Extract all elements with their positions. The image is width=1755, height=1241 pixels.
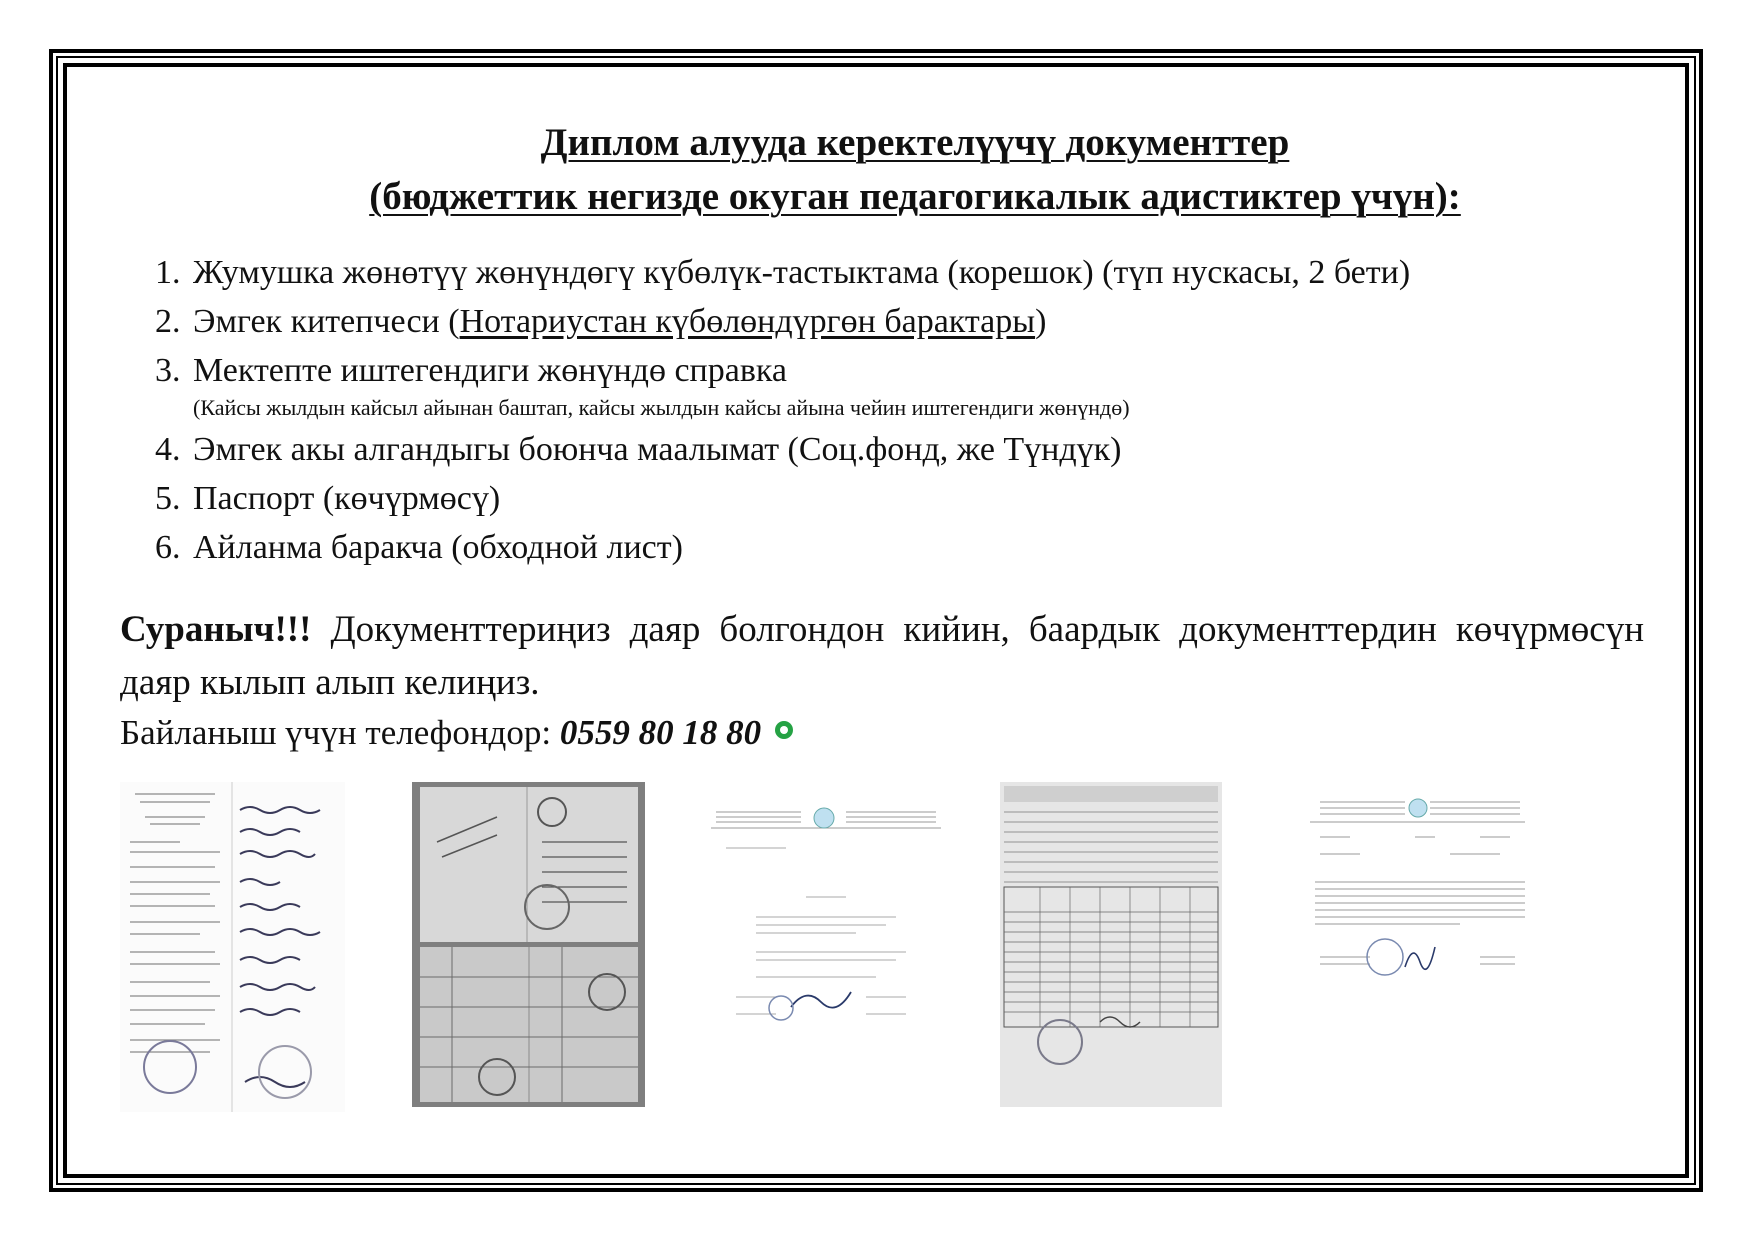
item-text: Эмгек китепчеси (: [193, 303, 460, 340]
whatsapp-icon: [775, 721, 793, 739]
item-number: 6.: [155, 529, 181, 566]
social-fund-statement-image: [1000, 782, 1222, 1107]
certificate-stub-image: [120, 782, 345, 1112]
item-number: 3.: [155, 352, 181, 389]
item-number: 5.: [155, 480, 181, 517]
item-text-underlined: Нотариустан күбөлөндүргөн барактары: [459, 303, 1036, 340]
list-item: [155, 523, 1410, 572]
item-number: 1.: [155, 254, 181, 291]
order-document-image: [1300, 782, 1535, 1027]
request-paragraph: [120, 603, 1644, 709]
page-title: Диплом алууда керектелүүчү документтер: [540, 121, 1290, 164]
item-text: Эмгек акы алгандыгы боюнча маалымат (Соц.фонд, же Түндүк): [193, 431, 1122, 468]
item-note: (Кайсы жылдын кайсыл айынан баштап, кайсы жылдын кайсы айына чейин иштегендиги жөнүндө): [193, 395, 1130, 420]
contact-label: Байланыш үчүн телефондор:: [120, 713, 560, 752]
item-text: ): [1035, 303, 1047, 340]
item-text: Айланма баракча (обходной лист): [193, 529, 683, 566]
item-number: 2.: [155, 303, 181, 340]
list-item: [155, 474, 1410, 523]
request-emphasis: Сураныч!!!: [120, 609, 312, 650]
request-text: Документтериңиз даяр болгондон кийин, баардык документтердин көчүрмөсүн даяр кылып алып келиңиз.: [120, 609, 1644, 703]
item-number: 4.: [155, 431, 181, 468]
page-subtitle: (бюджеттик негизде окуган педагогикалык адистиктер үчүн):: [369, 175, 1461, 218]
item-text: Паспорт (көчүрмөсү): [193, 480, 501, 517]
contact-line: [120, 713, 793, 753]
list-item: [155, 346, 1410, 425]
list-item: [155, 425, 1410, 474]
phone-number: 0559 80 18 80: [559, 713, 762, 752]
list-item: [155, 248, 1410, 297]
sample-documents-gallery: [0, 782, 1755, 1112]
employment-reference-image: [706, 782, 946, 1027]
list-item: [155, 297, 1410, 346]
required-documents-list: [155, 248, 1410, 572]
work-record-book-image: [412, 782, 645, 1107]
item-text: Жумушка жөнөтүү жөнүндөгү күбөлүк-тастыктама (корешок) (түп нускасы, 2 бети): [193, 254, 1411, 291]
item-text: Мектепте иштегендиги жөнүндө справка: [193, 352, 787, 389]
